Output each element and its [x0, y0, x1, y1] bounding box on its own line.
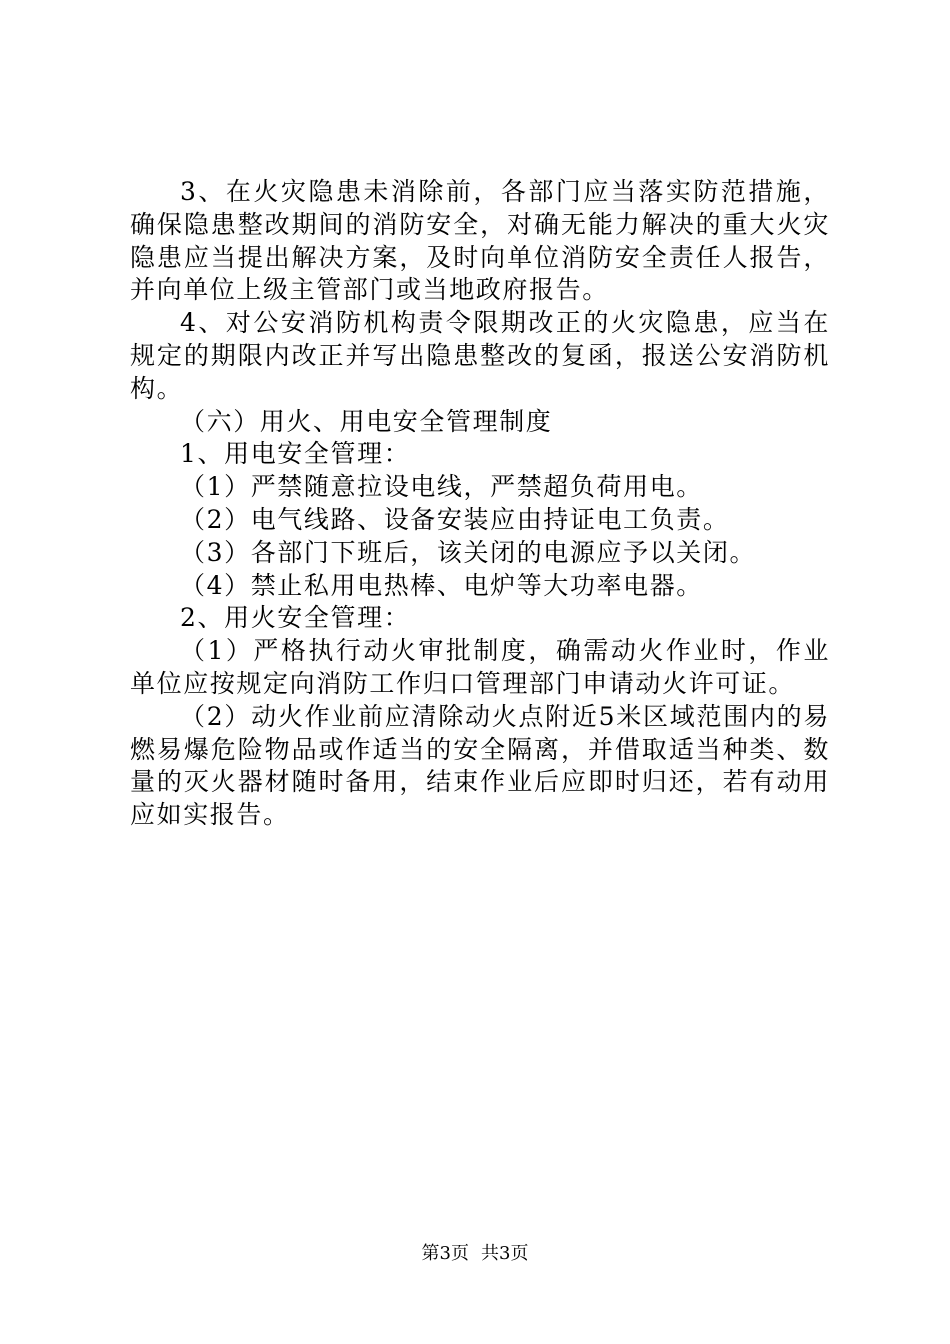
paragraph-item-3: 3、在火灾隐患未消除前，各部门应当落实防范措施，确保隐患整改期间的消防安全，对确无能力解决的重大火灾隐患应当提出解决方案，及时向单位消防安全责任人报告，并向单位上级主管部门或当地政府报告。 — [130, 177, 830, 305]
subheading-fire-safety: 2、用火安全管理： — [180, 603, 411, 633]
list-item-electric-4: （4）禁止私用电热棒、电炉等大功率电器。 — [180, 570, 703, 600]
page-footer — [0, 1242, 950, 1266]
list-item-electric-2: （2）电气线路、设备安装应由持证电工负责。 — [180, 504, 730, 534]
page-total: 共3页 — [481, 1243, 529, 1264]
section-heading-fire-electric: （六）用火、用电安全管理制度 — [180, 406, 553, 436]
paragraph-item-4: 4、对公安消防机构责令限期改正的火灾隐患，应当在规定的期限内改正并写出隐患整改的复函，报送公安消防机构。 — [130, 308, 830, 403]
list-item-fire-2: （2）动火作业前应清除动火点附近5米区域范围内的易燃易爆危险物品或作适当的安全隔离，并借取适当种类、数量的灭火器材随时备用，结束作业后应即时归还，若有动用应如实报告。 — [130, 701, 830, 830]
list-item-electric-1: （1）严禁随意拉设电线，严禁超负荷用电。 — [180, 472, 703, 502]
page-number: 第3页 — [421, 1243, 469, 1264]
list-item-electric-3: （3）各部门下班后，该关闭的电源应予以关闭。 — [180, 537, 757, 567]
subheading-electric-safety: 1、用电安全管理： — [180, 439, 411, 469]
document-body — [130, 176, 830, 832]
list-item-fire-1: （1）严格执行动火审批制度，确需动火作业时，作业单位应按规定向消防工作归口管理部门申请动火许可证。 — [130, 636, 830, 698]
